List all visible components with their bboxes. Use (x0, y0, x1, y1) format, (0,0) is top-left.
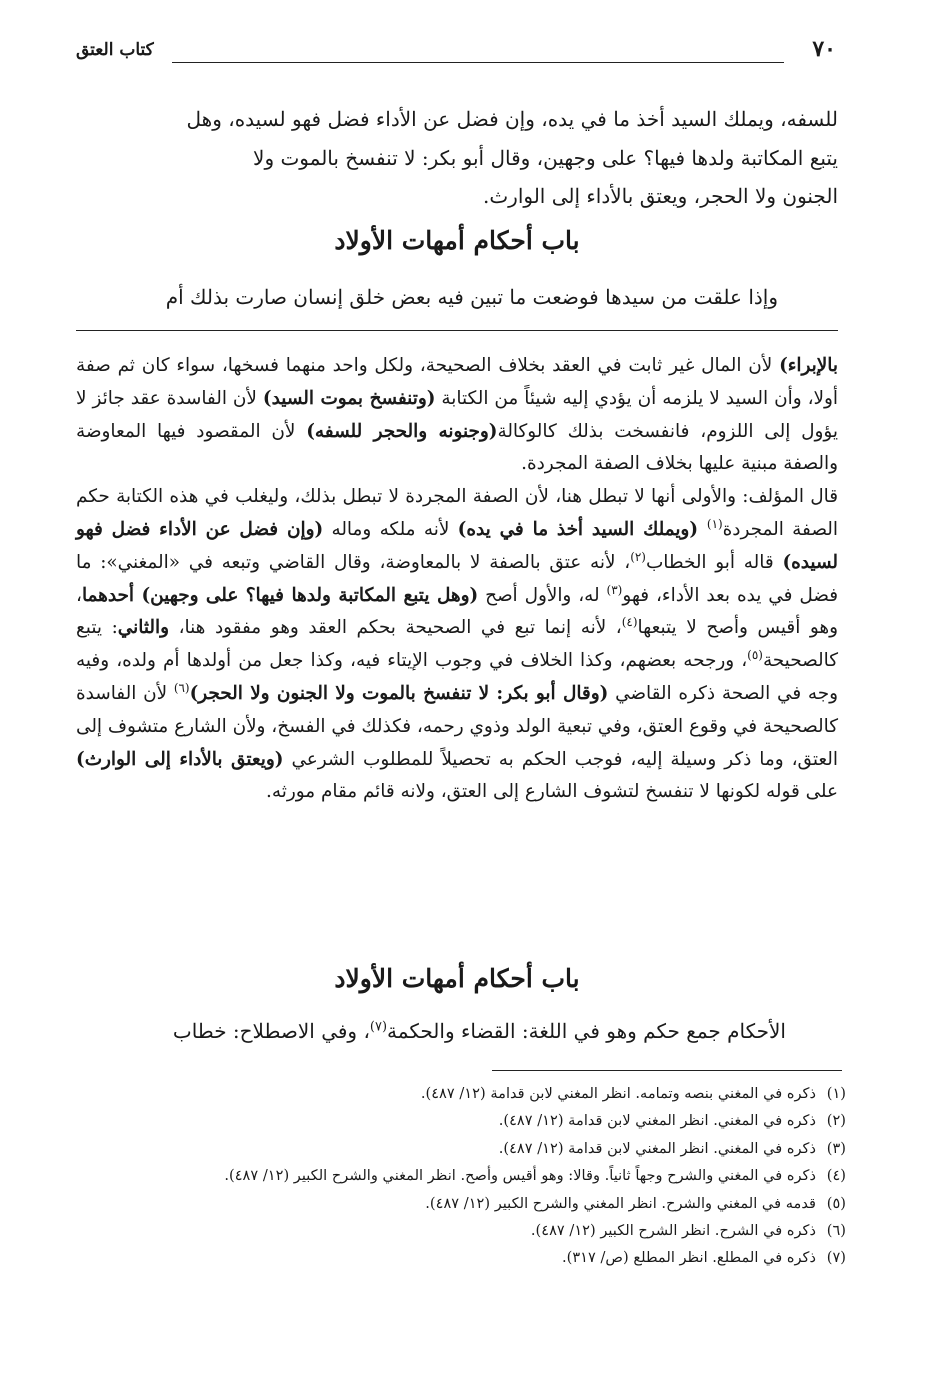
footnote (76, 1107, 846, 1134)
commentary-text: ، لأنه عتق بالصفة لا بالمعاوضة، وقال القاضي وتبعه في «المغني»: ما فضل في يده بعد الأداء، فهو (76, 551, 838, 606)
matn-top (76, 100, 838, 216)
commentary-paragraph-2 (76, 486, 838, 802)
matn-commentary-separator (76, 330, 838, 331)
chapter-heading: باب أحكام أمهات الأولاد (334, 226, 580, 255)
footnote-number: (٧) (826, 1249, 846, 1267)
footnote (76, 1135, 846, 1162)
footnote-number: (٥) (826, 1194, 846, 1212)
quoted-matn: (وجنونه والحجر للسفه) (306, 420, 498, 442)
commentary-text: على قوله لكونها لا تنفسخ لتشوف الشارع إلى العتق، ولانه قائم مقام مورثه. (266, 781, 838, 803)
commentary-text: ، وهو أقيس وأصح لا يتبعها (76, 584, 838, 639)
footnote-text: ذكره في المغني. انظر المغني لابن قدامة (١٢/ ٤٨٧). (498, 1139, 816, 1157)
commentary-text: لأن المقصود فيها المعاوضة والصفة مبنية عليها بخلاف الصفة المجردة. (76, 420, 838, 475)
quoted-matn: (وهل يتبع المكاتبة ولدها فيها؟ على وجهين) أحدهما (81, 584, 479, 606)
definition-text (76, 1012, 786, 1050)
footnote-number: (٢) (826, 1112, 846, 1130)
quoted-matn: بالإبراء) (779, 355, 838, 376)
footnote (76, 1244, 846, 1271)
commentary-text: : يتبع كالصحيحة (76, 617, 838, 672)
footnote-ref[interactable]: (١) (706, 516, 723, 531)
matn-line: الجنون ولا الحجر، ويعتق بالأداء إلى الوارث. (482, 184, 838, 208)
running-header (76, 36, 836, 70)
footnote-ref[interactable]: (٥) (747, 648, 763, 663)
book-title: كتاب العتق (76, 40, 154, 60)
chapter-heading: باب أحكام أمهات الأولاد (334, 964, 580, 993)
footnote-number: (٣) (826, 1139, 846, 1157)
footnote-number: (٤) (826, 1167, 846, 1185)
footnote-text: ذكره في المغني والشرح وجهاً ثانياً. وقالا: وهو أقيس وأصح. انظر المغني والشرح الكبير (١٢/ ٤٨٧). (224, 1167, 816, 1185)
commentary-text: ، ورجحه بعضهم، وكذا الخلاف في وجوب الإيتاء فيه، وكذا جعل من أولدها أم ولده، وفيه وجه في الصحة ذكره القاضي (76, 650, 838, 704)
footnote (76, 1217, 846, 1244)
commentary-text: لأنه ملكه وماله (323, 518, 458, 540)
footnote-number: (١) (826, 1085, 846, 1102)
footnote-ref[interactable]: (٦) (173, 680, 190, 695)
quoted-matn: والثاني (117, 617, 169, 639)
definition-part: الأحكام جمع حكم وهو في اللغة: القضاء والحكمة (387, 1019, 786, 1043)
footnote-text: ذكره في المغني بنصه وتمامه. انظر المغني لابن قدامة (١٢/ ٤٨٧). (420, 1085, 816, 1102)
quoted-matn: (ويعتق بالأداء إلى الوارث) (76, 748, 284, 770)
matn-middle: وإذا علقت من سيدها فوضعت ما تبين فيه بعض خلق إنسان صارت بذلك أم (165, 285, 778, 309)
header-rule (172, 62, 784, 63)
quoted-matn: (ويملك السيد أخذ ما في يده) (457, 518, 707, 540)
footnote (76, 1080, 846, 1107)
quoted-matn: (وقال أبو بكر: لا تنفسخ بالموت ولا الجنون ولا الحجر) (189, 682, 609, 704)
quoted-matn: (وإن فضل عن الأداء فضل فهو لسيده) (76, 518, 838, 573)
commentary-text: لأن المال غير ثابت في العقد بخلاف الصحيحة، ولكل واحد منهما فسخها، سواء كان ثم صفة أولا، وأن السيد لا يلزمه أن يؤدي إليه شيئاً من الكتابة (76, 355, 838, 409)
definition-part: ، وفي الاصطلاح: خطاب (172, 1019, 370, 1043)
commentary-text: لأن الفاسدة عقد جائز لا يؤول إلى اللزوم، فانفسخت بذلك كالوكالة (76, 387, 838, 442)
commentary-text: ، لأنه إنما تبع في الصحيحة بحكم العقد وهو مفقود هنا، (169, 617, 622, 639)
footnote-ref[interactable]: (٣) (606, 582, 623, 597)
footnote-ref[interactable]: (٧) (369, 1019, 388, 1035)
footnotes (76, 1080, 846, 1272)
commentary-text: قال المؤلف: والأولى أنها لا تبطل هنا، لأن الصفة المجردة لا تبطل بذلك، وليغلب في هذه الكتابة حكم الصفة المجردة (76, 486, 838, 540)
footnote-text: ذكره في الشرح. انظر الشرح الكبير (١٢/ ٤٨٧). (530, 1222, 816, 1240)
commentary-text: له، والأول أصح (478, 584, 607, 606)
footnote-number: (٦) (826, 1222, 846, 1240)
footnote-text: قدمه في المغني والشرح. انظر المغني والشرح الكبير (١٢/ ٤٨٧). (425, 1194, 816, 1212)
footnote (76, 1190, 846, 1217)
footnote-text: ذكره في المغني. انظر المغني لابن قدامة (١٢/ ٤٨٧). (498, 1112, 816, 1130)
quoted-matn: (وتنفسخ بموت السيد) (262, 387, 436, 409)
footnote-ref[interactable]: (٢) (630, 549, 646, 564)
commentary (76, 350, 838, 809)
commentary-text: قاله أبو الخطاب (645, 551, 783, 573)
footnote-separator (492, 1070, 842, 1071)
footnote-text: ذكره في المطلع. انظر المطلع (ص/ ٣١٧). (561, 1249, 816, 1267)
matn-line: يتبع المكاتبة ولدها فيها؟ على وجهين، وقال أبو بكر: لا تنفسخ بالموت ولا (253, 145, 838, 170)
commentary-text: لأن الفاسدة كالصحيحة في وقوع العتق، وفي تبعية الولد وذوي رحمه، فكذلك في الفسخ، ولأن الشارع متشوف إلى العتق، وما ذكر وسيلة إليه، فوجب الحكم به تحصيلاً للمطلوب الشرعي (76, 682, 838, 770)
commentary-paragraph-1 (76, 355, 838, 474)
footnote (76, 1162, 846, 1189)
matn-line: للسفه، ويملك السيد أخذ ما في يده، وإن فضل عن الأداء فضل فهو لسيده، وهل (186, 107, 838, 131)
page-number: ٧٠ (812, 36, 836, 62)
footnote-ref[interactable]: (٤) (621, 615, 638, 630)
